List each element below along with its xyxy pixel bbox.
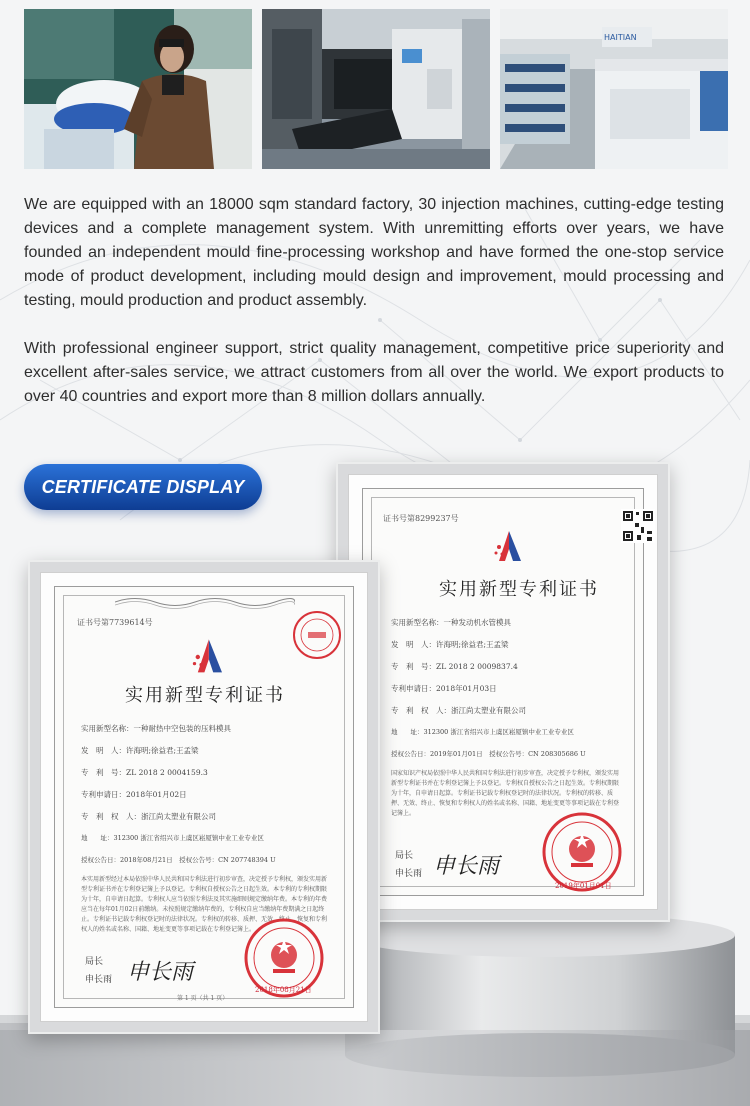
machine-brand-label: HAITIAN	[604, 33, 637, 42]
front-patent-certificate	[54, 586, 354, 1008]
certificate-row: 专 利 权 人：浙江尚太塑业有限公司	[391, 706, 526, 715]
patent-office-logo-icon	[491, 527, 531, 567]
certificate-row: 专 利 号：ZL 2018 2 0009837.4	[391, 662, 518, 671]
certificate-row: 地 址：312300 浙江省绍兴市上虞区崧厦镇中业工业专业区	[81, 834, 264, 842]
signature-title	[85, 953, 112, 989]
packing-worker-photo	[24, 9, 252, 169]
certificate-row: 发 明 人：许海明;徐益君;王孟梁	[81, 746, 199, 755]
decorative-border-icon	[115, 595, 295, 609]
patent-office-logo-icon	[189, 635, 233, 679]
certificate-row: 实用新型名称：一种耐热中空包装的压料模具	[81, 724, 231, 733]
factory-floor-photo	[500, 9, 728, 169]
certificate-title: 实用新型专利证书	[125, 685, 285, 706]
injection-machine-photo	[262, 9, 490, 169]
seal-date: 2018年08月21日	[255, 986, 312, 994]
front-certificate-frame	[28, 560, 380, 1034]
signature-title	[395, 847, 422, 883]
page-indicator: 第 1 页（共 1 页）	[177, 995, 229, 1002]
certificate-body-text: 本实用新型经过本局依照中华人民共和国专利法进行初步审查，决定授予专利权，颁发实用新型专利证书并在专利登记簿上予以登记。专利权自授权公告之日起生效。本专利的专利权期限为十年，自申请日起算。专利权人应当依照专利法及其实施细则规定缴纳年费。本专利的年费应当在每年01月02日前缴纳。未按照规定缴纳年费的，专利权自应当缴纳年费期满之日起终止。专利证书记载专利权登记时的法律状况。专利权的转移、质押、无效、终止、恢复和专利权人的姓名或名称、国籍、地址变更等事项记载在专利登记簿上。	[81, 876, 328, 933]
certificate-display-button[interactable]: CERTIFICATE DISPLAY	[24, 464, 262, 510]
certificate-number: 证书号第7739614号	[77, 618, 153, 627]
certificate-row: 专 利 权 人：浙江尚太塑业有限公司	[81, 812, 216, 821]
director-name-label: 申长雨	[395, 869, 423, 879]
certificate-row: 发 明 人：许海明;徐益君;王孟梁	[391, 640, 509, 649]
certificate-title: 实用新型专利证书	[439, 579, 599, 600]
director-label: 局长	[395, 851, 414, 861]
certificate-row: 专利申请日：2018年01月02日	[81, 790, 187, 799]
certificate-row: 授权公告日：2018年08月21日 授权公告号：CN 207748394 U	[81, 856, 276, 864]
qr-code-icon	[621, 509, 655, 543]
certificate-row: 专 利 号：ZL 2018 2 0004159.3	[81, 768, 208, 777]
back-certificate-frame	[336, 462, 670, 922]
service-description-paragraph: With professional engineer support, strict quality management, competitive price superiority and excellent after-sales service, we attract customers from all over the world. We export products to over 40 countries and export more than 8 million dollars annually.	[24, 340, 724, 405]
director-name-label: 申长雨	[85, 975, 113, 985]
corner-seal-icon	[291, 609, 343, 661]
handwritten-signature: 申长雨	[127, 960, 194, 985]
certificate-row: 专利申请日：2018年01月03日	[391, 684, 497, 693]
seal-date: 2019年01月01日	[555, 882, 612, 890]
certificate-row: 授权公告日：2019年01月01日 授权公告号：CN 208305686 U	[391, 750, 586, 758]
certificate-row: 地 址：312300 浙江省绍兴市上虞区崧厦镇中业工业专业区	[391, 728, 574, 736]
factory-description-paragraph: We are equipped with an 18000 sqm standard factory, 30 injection machines, cutting-edge testing devices and a complete management system. With unremitting efforts over years, we have founded an independent mould fine-processing workshop and have formed the one-stop service mode of product development, including mould design and improvement, mould processing and testing, mould production and product assembly.	[24, 196, 724, 309]
certificate-number: 证书号第8299237号	[383, 514, 459, 523]
handwritten-signature: 申长雨	[433, 854, 500, 879]
certificate-body-text: 国家知识产权局依照中华人民共和国专利法进行初步审查，决定授予专利权，颁发实用新型专利证书并在专利登记簿上予以登记。专利权自授权公告之日起生效。专利权期限为十年，自申请日起算。专利证书记载专利权登记时的法律状况。专利权的转移、质押、无效、终止、恢复和专利权人的姓名或名称、国籍、地址变更等事项记载在专利登记簿上。	[391, 770, 619, 817]
director-label: 局长	[85, 957, 104, 967]
certificate-row: 实用新型名称：一种发动机水管模具	[391, 618, 511, 627]
back-patent-certificate	[362, 488, 644, 896]
